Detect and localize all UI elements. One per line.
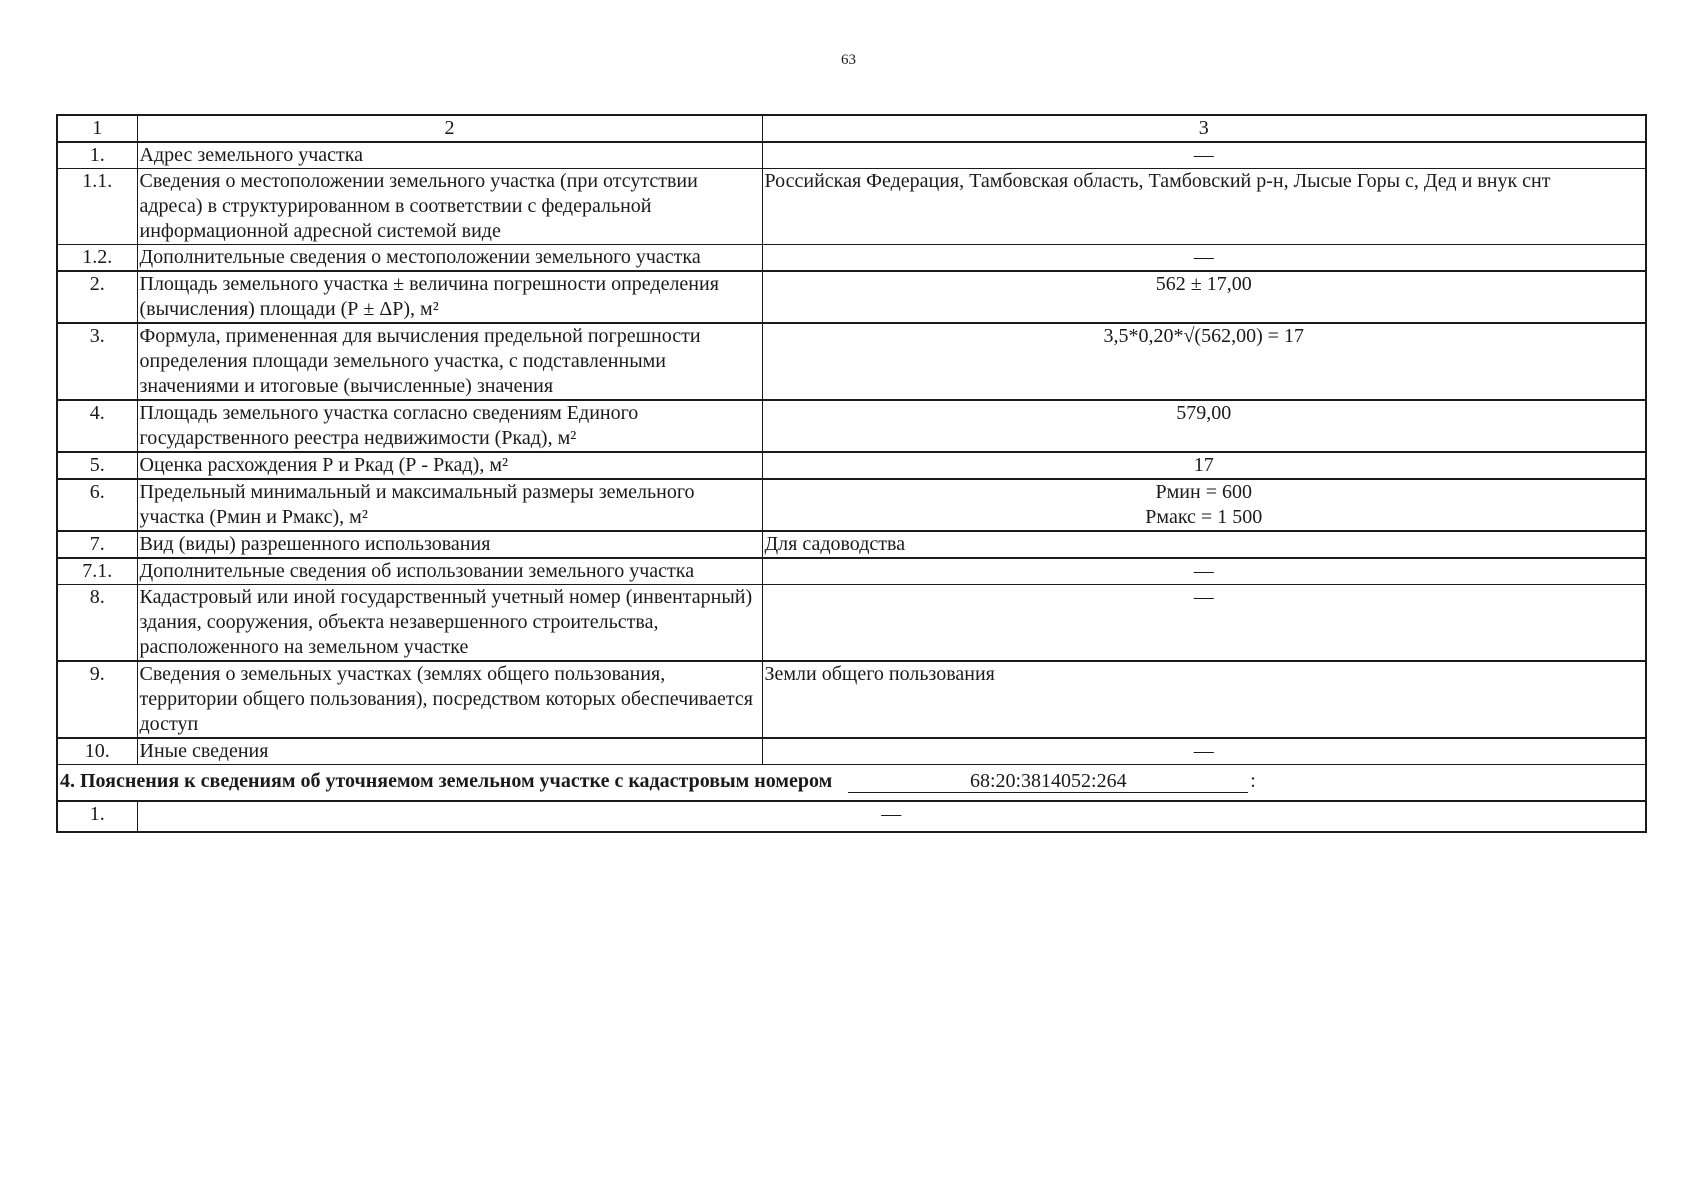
section-4-colon: : xyxy=(1250,770,1256,792)
table-row-access xyxy=(57,661,1646,738)
row-number: 7.1. xyxy=(57,558,137,585)
row-label: Предельный минимальный и максимальный размеры земельного участка (Рмин и Рмакс), м² xyxy=(137,479,762,531)
row-value: Земли общего пользования xyxy=(762,661,1646,738)
row-label: Дополнительные сведения о местоположении земельного участка xyxy=(137,245,762,272)
row-number: 6. xyxy=(57,479,137,531)
row-label: Формула, примененная для вычисления предельной погрешности определения площади земельного участка, с подставленными значениями и итоговые (вычисленные) значения xyxy=(137,323,762,400)
header-col-3: 3 xyxy=(762,115,1646,142)
header-col-2: 2 xyxy=(137,115,762,142)
row-label: Вид (виды) разрешенного использования xyxy=(137,531,762,558)
row-value: Российская Федерация, Тамбовская область, Тамбовский р-н, Лысые Горы с, Дед и внук снт xyxy=(762,169,1646,245)
table-row-location-extra xyxy=(57,245,1646,272)
table-row-discrepancy xyxy=(57,452,1646,479)
table-row-permitted-use xyxy=(57,531,1646,558)
table-row-min-max xyxy=(57,479,1646,531)
row-label: Оценка расхождения Р и Ркад (Р - Ркад), м² xyxy=(137,452,762,479)
table-row-use-extra xyxy=(57,558,1646,585)
row-number: 8. xyxy=(57,585,137,662)
row-number: 9. xyxy=(57,661,137,738)
row-value: Рмин = 600 Рмакс = 1 500 xyxy=(762,479,1646,531)
row-number: 1. xyxy=(57,142,137,169)
row-number: 1.2. xyxy=(57,245,137,272)
row-number: 2. xyxy=(57,271,137,323)
row-label: Сведения о земельных участках (землях общего пользования, территории общего пользования), посредством которых обеспечивается доступ xyxy=(137,661,762,738)
table-row-other xyxy=(57,738,1646,765)
row-label: Кадастровый или иной государственный учетный номер (инвентарный) здания, сооружения, объекта незавершенного строительства, расположенного на земельном участке xyxy=(137,585,762,662)
row-number: 1.1. xyxy=(57,169,137,245)
row-label: Площадь земельного участка согласно сведениям Единого государственного реестра недвижимости (Ркад), м² xyxy=(137,400,762,452)
page-number: 63 xyxy=(841,52,856,68)
section-4-title: 4. Пояснения к сведениям об уточняемом земельном участке с кадастровым номером xyxy=(60,770,833,792)
row-number: 5. xyxy=(57,452,137,479)
land-plot-info-table xyxy=(56,114,1647,833)
row-number: 4. xyxy=(57,400,137,452)
table-header-row xyxy=(57,115,1646,142)
row-number: 7. xyxy=(57,531,137,558)
row-label: Адрес земельного участка xyxy=(137,142,762,169)
header-col-1: 1 xyxy=(57,115,137,142)
row-value: 579,00 xyxy=(762,400,1646,452)
row-value: 562 ± 17,00 xyxy=(762,271,1646,323)
row-value: — xyxy=(762,142,1646,169)
row-label: Площадь земельного участка ± величина погрешности определения (вычисления) площади (Р ± ΔР), м² xyxy=(137,271,762,323)
table-row-area xyxy=(57,271,1646,323)
row-value: Для садоводства xyxy=(762,531,1646,558)
row-value: — xyxy=(137,801,1646,832)
row-value: 17 xyxy=(762,452,1646,479)
row-label: Иные сведения xyxy=(137,738,762,765)
table-row-location xyxy=(57,169,1646,245)
table-row-address xyxy=(57,142,1646,169)
row-label: Сведения о местоположении земельного участка (при отсутствии адреса) в структурированном в соответствии с федеральной информационной адресной системой виде xyxy=(137,169,762,245)
row-number: 1. xyxy=(57,801,137,832)
table-row-formula xyxy=(57,323,1646,400)
table-row-registry-area xyxy=(57,400,1646,452)
section-4-header xyxy=(57,765,1646,802)
row-value: — xyxy=(762,738,1646,765)
table-row-building-number xyxy=(57,585,1646,662)
row-value: 3,5*0,20*√(562,00) = 17 xyxy=(762,323,1646,400)
row-label: Дополнительные сведения об использовании земельного участка xyxy=(137,558,762,585)
cadastral-number: 68:20:3814052:264 xyxy=(848,770,1248,793)
section-4-title-cell xyxy=(57,765,1646,802)
row-number: 10. xyxy=(57,738,137,765)
row-number: 3. xyxy=(57,323,137,400)
row-value: — xyxy=(762,558,1646,585)
row-value: — xyxy=(762,245,1646,272)
section-4-row xyxy=(57,801,1646,832)
row-value: — xyxy=(762,585,1646,662)
